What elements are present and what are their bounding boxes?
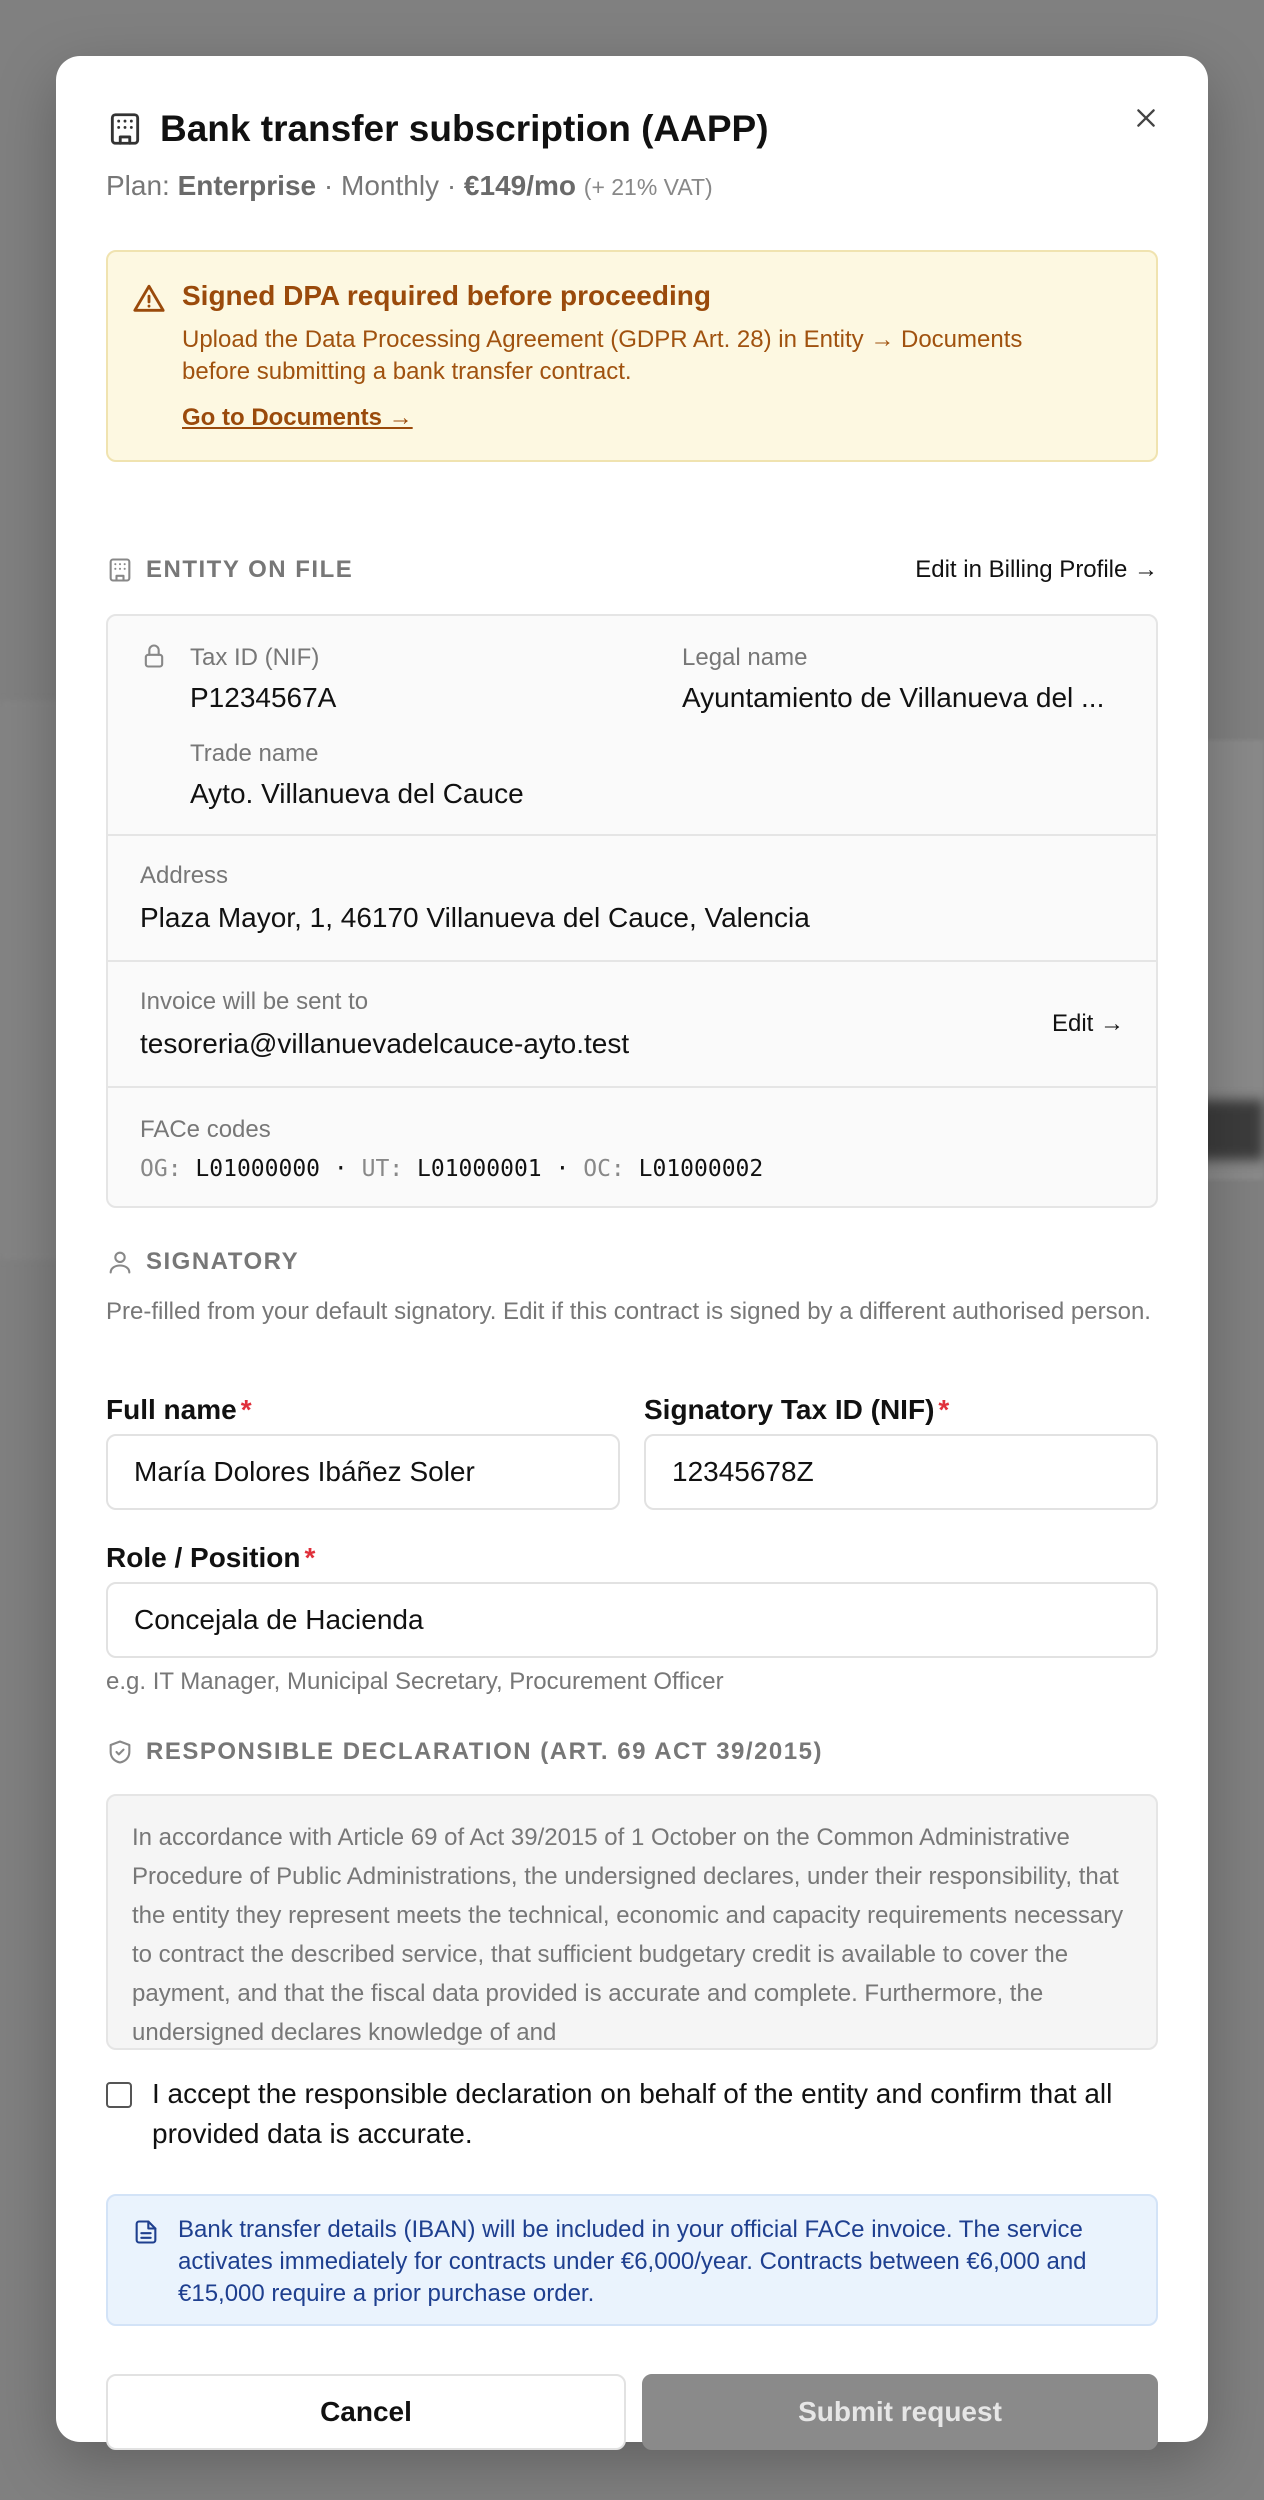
iban-info-text: Bank transfer details (IBAN) will be included in your official FACe invoice. The service activates immediately for contracts under €6,000/year. Contracts between €6,000 and €15,000 require a prior purchase order. bbox=[178, 2216, 1087, 2307]
go-to-documents-link[interactable]: Go to Documents → bbox=[182, 404, 413, 431]
plan-price: €149/mo bbox=[463, 170, 576, 201]
signatory-tax-id-label bbox=[644, 1394, 949, 1426]
building-icon bbox=[106, 110, 144, 148]
trade-name-label: Trade name bbox=[190, 740, 319, 767]
invoice-email: tesoreria@villanuevadelcauce-ayto.test bbox=[140, 1028, 630, 1059]
bank-transfer-modal bbox=[56, 56, 1208, 2442]
entity-section-label: ENTITY ON FILE bbox=[146, 556, 354, 583]
signatory-tax-id-label-text: Signatory Tax ID (NIF) bbox=[644, 1394, 935, 1425]
cancel-button[interactable]: Cancel bbox=[106, 2374, 626, 2450]
iban-info-banner bbox=[106, 2194, 1158, 2326]
modal-title: Bank transfer subscription (AAPP) bbox=[160, 108, 769, 149]
dpa-warning-banner bbox=[106, 250, 1158, 462]
signatory-tax-id-input[interactable]: 12345678Z bbox=[644, 1434, 1158, 1510]
address-label: Address bbox=[140, 862, 229, 889]
role-label bbox=[106, 1542, 315, 1574]
declaration-text-box[interactable] bbox=[106, 1794, 1158, 2050]
user-icon bbox=[106, 1248, 134, 1276]
ut-code: L01000001 bbox=[417, 1156, 542, 1182]
plan-vat: (+ 21% VAT) bbox=[583, 174, 713, 200]
plan-billing-period: · Monthly · bbox=[316, 170, 464, 201]
full-name-label bbox=[106, 1394, 252, 1426]
plan-summary bbox=[106, 170, 713, 202]
close-button[interactable] bbox=[1124, 96, 1168, 140]
entity-card bbox=[106, 614, 1158, 1208]
role-label-text: Role / Position bbox=[106, 1542, 301, 1573]
warning-title: Signed DPA required before proceeding bbox=[182, 280, 711, 311]
document-icon bbox=[132, 2218, 160, 2246]
full-name-input[interactable]: María Dolores Ibáñez Soler bbox=[106, 1434, 620, 1510]
signatory-section-header bbox=[106, 1248, 1158, 1276]
building-icon bbox=[106, 556, 134, 584]
role-input[interactable]: Concejala de Hacienda bbox=[106, 1582, 1158, 1658]
warning-icon bbox=[132, 282, 166, 316]
required-asterisk: * bbox=[304, 1542, 316, 1573]
background-panel-left bbox=[0, 700, 60, 1260]
declaration-section-header bbox=[106, 1738, 1158, 1766]
full-name-label-text: Full name bbox=[106, 1394, 237, 1425]
oc-code: L01000002 bbox=[638, 1156, 764, 1182]
role-hint: e.g. IT Manager, Municipal Secretary, Procurement Officer bbox=[106, 1668, 724, 1695]
required-asterisk: * bbox=[240, 1394, 252, 1425]
og-code: L01000000 bbox=[195, 1156, 321, 1182]
declaration-text: In accordance with Article 69 of Act 39/2015 of 1 October on the Common Administrative Procedure of Public Administrations, the undersigned declares, under their responsibility, that the entity they represent meets the technical, economic and capacity requirements necessary to contract the described service, that sufficient budgetary credit is available to cover the payment, and that the fiscal data provided is accurate and complete. Furthermore, the undersigned declares knowledge of and bbox=[132, 1824, 1124, 2046]
entity-section-header bbox=[106, 556, 1158, 584]
accept-declaration-checkbox[interactable] bbox=[106, 2082, 132, 2108]
edit-billing-profile-link[interactable]: Edit in Billing Profile → bbox=[915, 556, 1158, 583]
oc-key: OC: bbox=[583, 1156, 625, 1182]
required-asterisk: * bbox=[938, 1394, 950, 1425]
modal-header bbox=[106, 108, 1078, 150]
lock-icon bbox=[140, 642, 168, 670]
close-icon bbox=[1133, 105, 1159, 131]
invoice-label: Invoice will be sent to bbox=[140, 988, 369, 1015]
plan-name: Enterprise bbox=[177, 170, 317, 201]
trade-name-value: Ayto. Villanueva del Cauce bbox=[190, 778, 524, 809]
address-value: Plaza Mayor, 1, 46170 Villanueva del Cauce, Valencia bbox=[140, 902, 810, 933]
face-codes-row bbox=[108, 1086, 1156, 1206]
warning-body: Upload the Data Processing Agreement (GDPR Art. 28) in Entity → Documents before submitting a bank transfer contract. bbox=[182, 326, 1023, 385]
accept-declaration-label[interactable]: I accept the responsible declaration on behalf of the entity and confirm that all provided data is accurate. bbox=[152, 2078, 1113, 2149]
invoice-recipient-row bbox=[108, 960, 1156, 1086]
legal-name-label: Legal name bbox=[682, 644, 808, 671]
address-row bbox=[108, 834, 1156, 960]
tax-id-label: Tax ID (NIF) bbox=[190, 644, 320, 671]
plan-prefix: Plan: bbox=[106, 170, 178, 201]
signatory-section-label: SIGNATORY bbox=[146, 1248, 300, 1275]
ut-key: UT: bbox=[361, 1156, 404, 1182]
shield-check-icon bbox=[106, 1738, 134, 1766]
edit-invoice-email-link[interactable]: Edit → bbox=[1051, 1010, 1124, 1037]
tax-id-value: P1234567A bbox=[190, 682, 337, 713]
signatory-description: Pre-filled from your default signatory. Edit if this contract is signed by a different authorised person. bbox=[106, 1298, 1151, 1325]
submit-request-button[interactable]: Submit request bbox=[642, 2374, 1158, 2450]
og-key: OG: bbox=[140, 1156, 182, 1182]
face-codes-value bbox=[140, 1156, 763, 1182]
separator-dot: · bbox=[333, 1156, 348, 1182]
face-codes-label: FACe codes bbox=[140, 1116, 271, 1143]
declaration-section-label: RESPONSIBLE DECLARATION (ART. 69 ACT 39/2015) bbox=[146, 1738, 823, 1765]
separator-dot: · bbox=[555, 1156, 570, 1182]
legal-name-value: Ayuntamiento de Villanueva del ... bbox=[682, 682, 1105, 713]
